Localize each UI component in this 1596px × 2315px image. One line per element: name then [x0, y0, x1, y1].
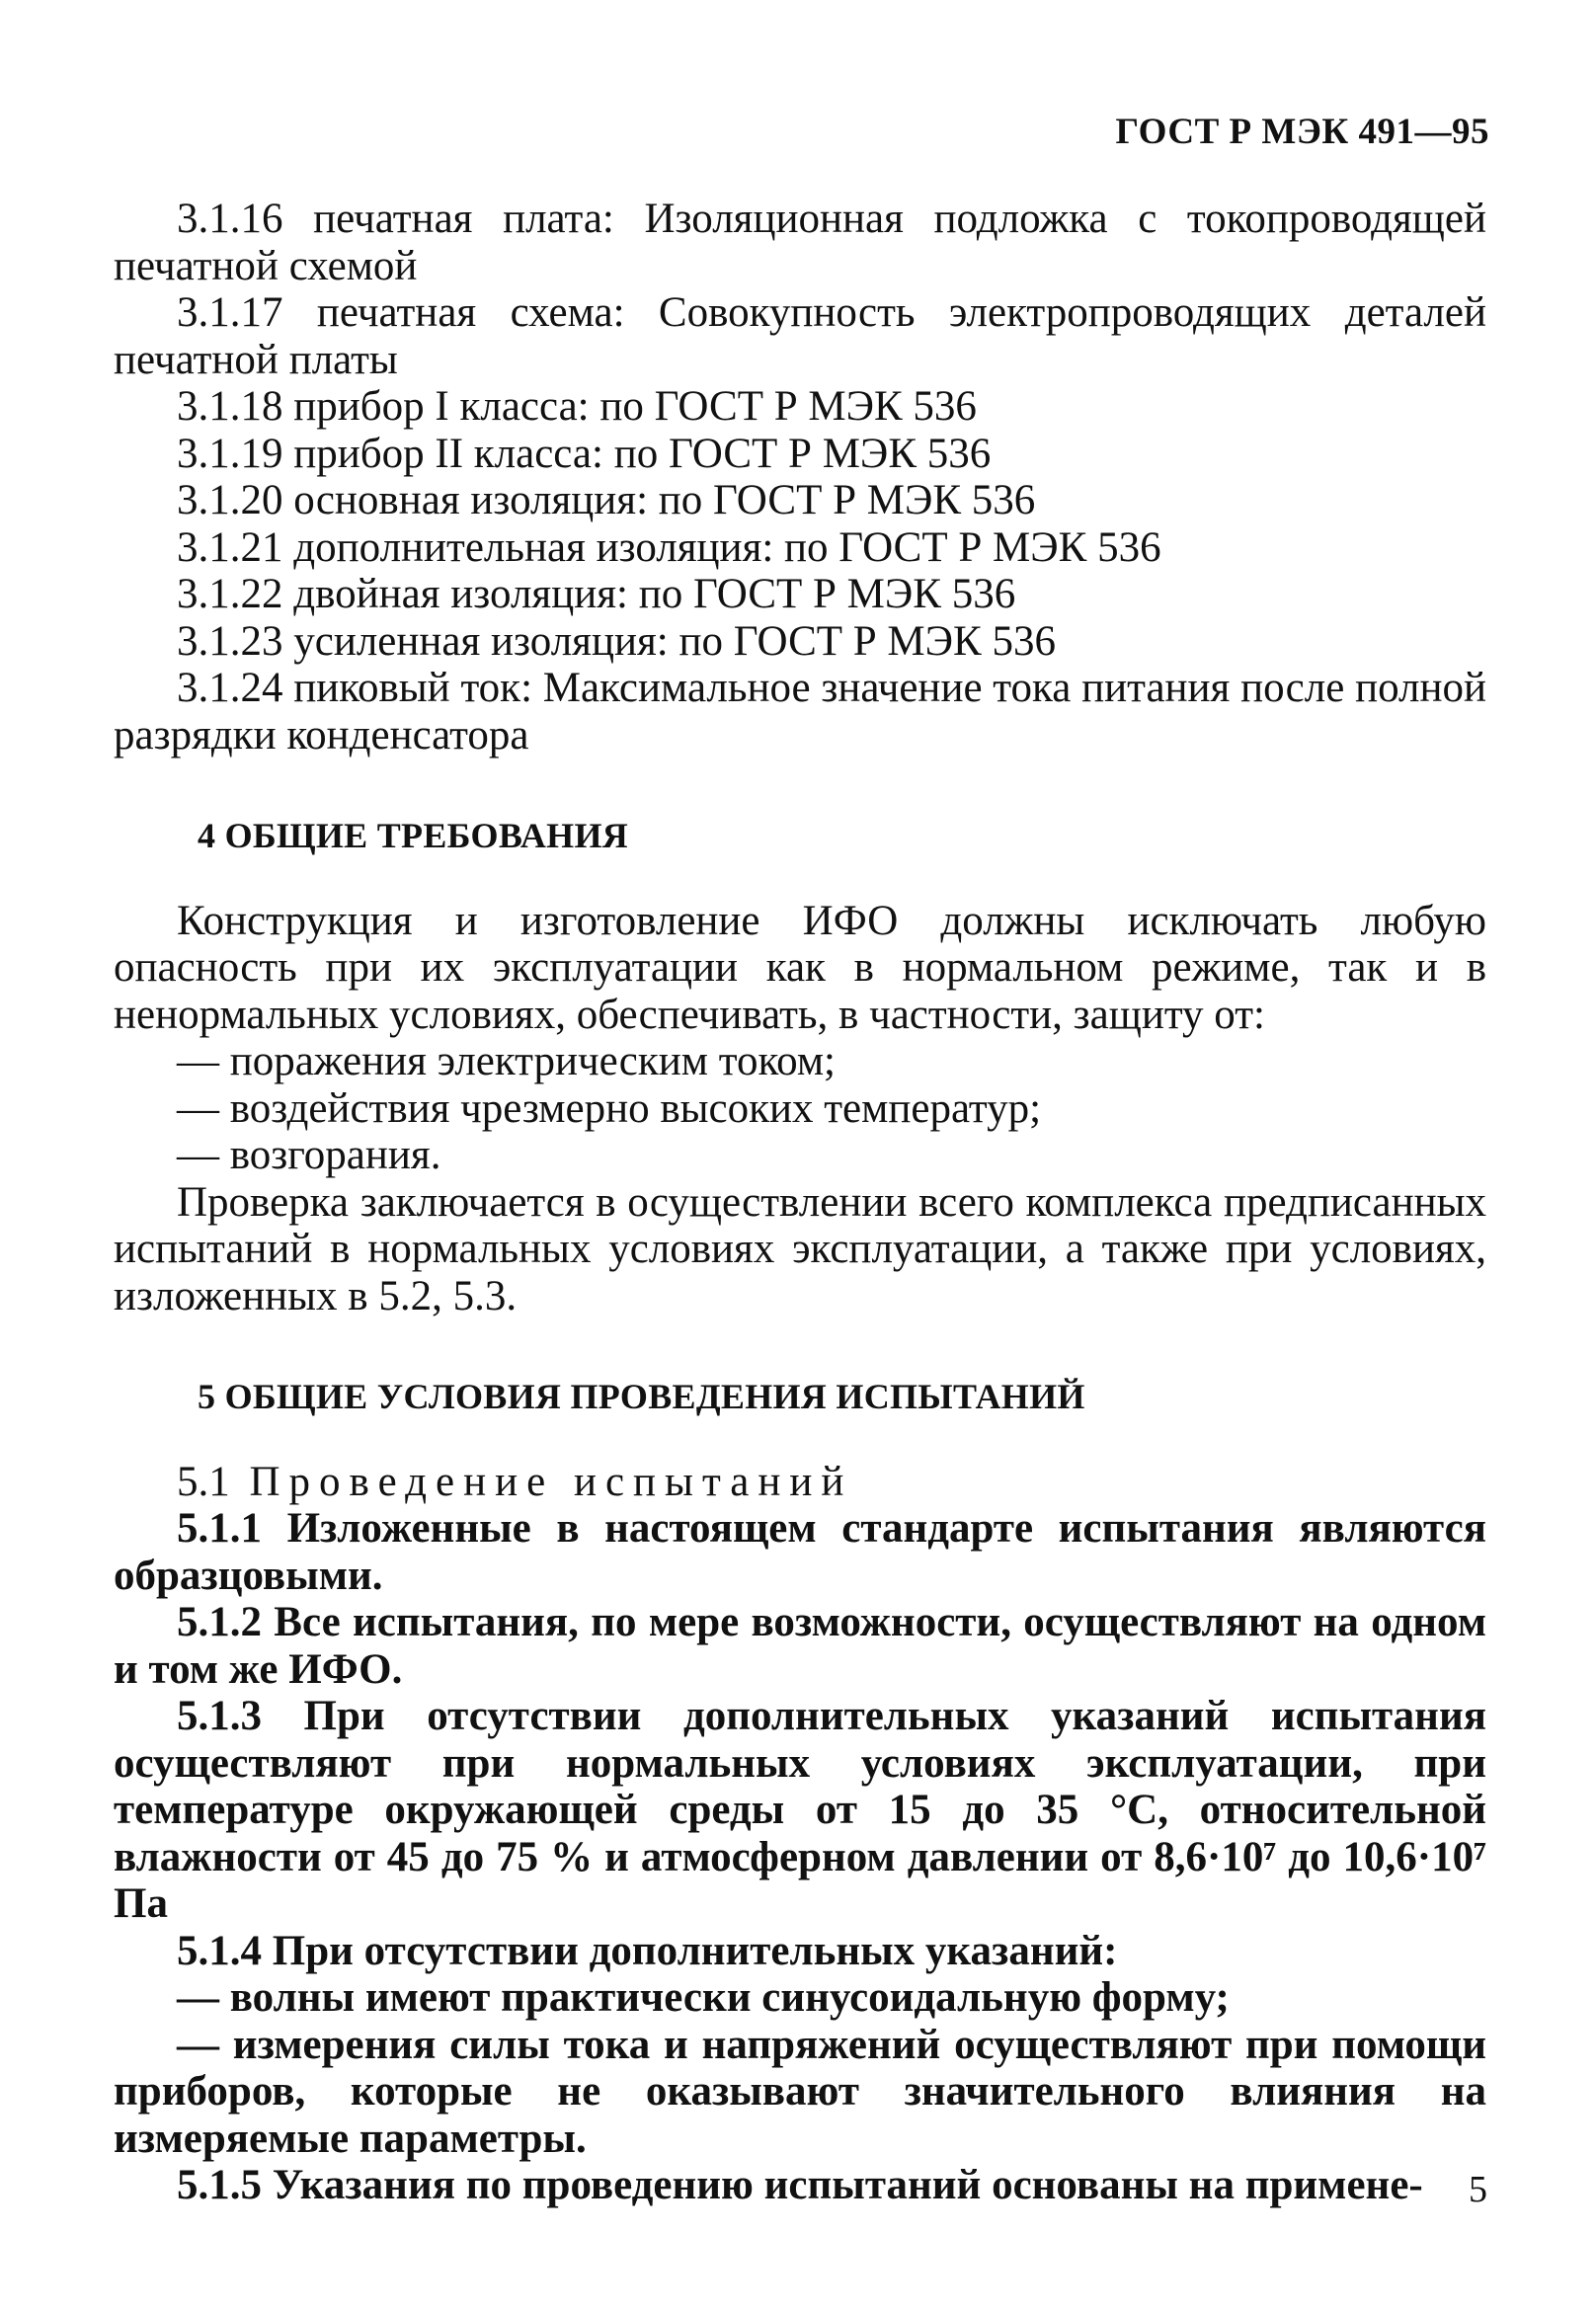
subsection-title: Проведение испытаний — [249, 1458, 853, 1505]
clause-5-1-4: 5.1.4 При отсутствии дополнительных указаний: — [177, 1927, 1118, 1974]
page-number: 5 — [1469, 2169, 1487, 2210]
section-4-intro: Конструкция и изготовление ИФО должны исключать любую опасность при их эксплуатации как в нормальном режиме, так и в ненормальных условиях, обеспечивать, в частности, защиту от: — [114, 897, 1486, 1038]
definition-3-1-24: 3.1.24 пиковый ток: Максимальное значение тока питания после полной разрядки конденсатора — [114, 665, 1486, 758]
definition-3-1-23: 3.1.23 усиленная изоляция: по ГОСТ Р МЭК 536 — [177, 617, 1056, 665]
page-body — [114, 196, 1486, 2209]
definition-3-1-17: 3.1.17 печатная схема: Совокупность электропроводящих деталей печатной платы — [114, 289, 1486, 383]
clause-5-1-4-item: — волны имеют практически синусоидальную форму; — [177, 1974, 1230, 2021]
spacer — [114, 758, 1486, 813]
subsection-5-1-title — [114, 1459, 1486, 1506]
section-4-heading: 4 ОБЩИЕ ТРЕБОВАНИЯ — [198, 816, 629, 855]
requirement-item: — возгорания. — [177, 1132, 441, 1178]
definition-3-1-16: 3.1.16 печатная плата: Изоляционная подложка с токопроводящей печатной схемой — [114, 196, 1486, 289]
clause-5-1-1: 5.1.1 Изложенные в настоящем стандарте испытания являются образцовыми. — [114, 1505, 1486, 1599]
spacer — [114, 1319, 1486, 1374]
subsection-number: 5.1 — [177, 1458, 230, 1505]
spacer — [114, 860, 1486, 898]
definition-3-1-21: 3.1.21 дополнительная изоляция: по ГОСТ Р МЭК 536 — [177, 523, 1161, 571]
definition-3-1-20: 3.1.20 основная изоляция: по ГОСТ Р МЭК 536 — [177, 477, 1036, 523]
clause-5-1-4-item: — измерения силы тока и напряжений осуществляют при помощи приборов, которые не оказывают значительного влияния на измеряемые параметры. — [114, 2021, 1486, 2162]
clause-5-1-5: 5.1.5 Указания по проведению испытаний основаны на примене- — [177, 2162, 1423, 2208]
definition-3-1-18: 3.1.18 прибор I класса: по ГОСТ Р МЭК 536 — [177, 383, 977, 430]
standard-header: ГОСТ Р МЭК 491—95 — [1115, 112, 1489, 152]
clause-5-1-2: 5.1.2 Все испытания, по мере возможности, осуществляют на одном и том же ИФО. — [114, 1599, 1486, 1693]
requirement-item: — воздействия чрезмерно высоких температур; — [177, 1084, 1042, 1132]
requirement-item: — поражения электрическим током; — [177, 1038, 837, 1084]
section-4-check: Проверка заключается в осуществлении всего комплекса предписанных испытаний в нормальных условиях эксплуатации, а также при условиях, изложенных в 5.2, 5.3. — [114, 1178, 1486, 1319]
spacer — [114, 1421, 1486, 1459]
section-5-heading: 5 ОБЩИЕ УСЛОВИЯ ПРОВЕДЕНИЯ ИСПЫТАНИЙ — [198, 1377, 1085, 1416]
definition-3-1-19: 3.1.19 прибор II класса: по ГОСТ Р МЭК 536 — [177, 430, 992, 477]
definition-3-1-22: 3.1.22 двойная изоляция: по ГОСТ Р МЭК 536 — [177, 571, 1016, 617]
clause-5-1-3: 5.1.3 При отсутствии дополнительных указаний испытания осуществляют при нормальных условиях эксплуатации, при температуре окружающей среды от 15 до 35 °С, относительной влажности от 45 до 75 % и атмосферном давлении от 8,6·10⁷ до 10,6·10⁷ Па — [114, 1693, 1486, 1927]
